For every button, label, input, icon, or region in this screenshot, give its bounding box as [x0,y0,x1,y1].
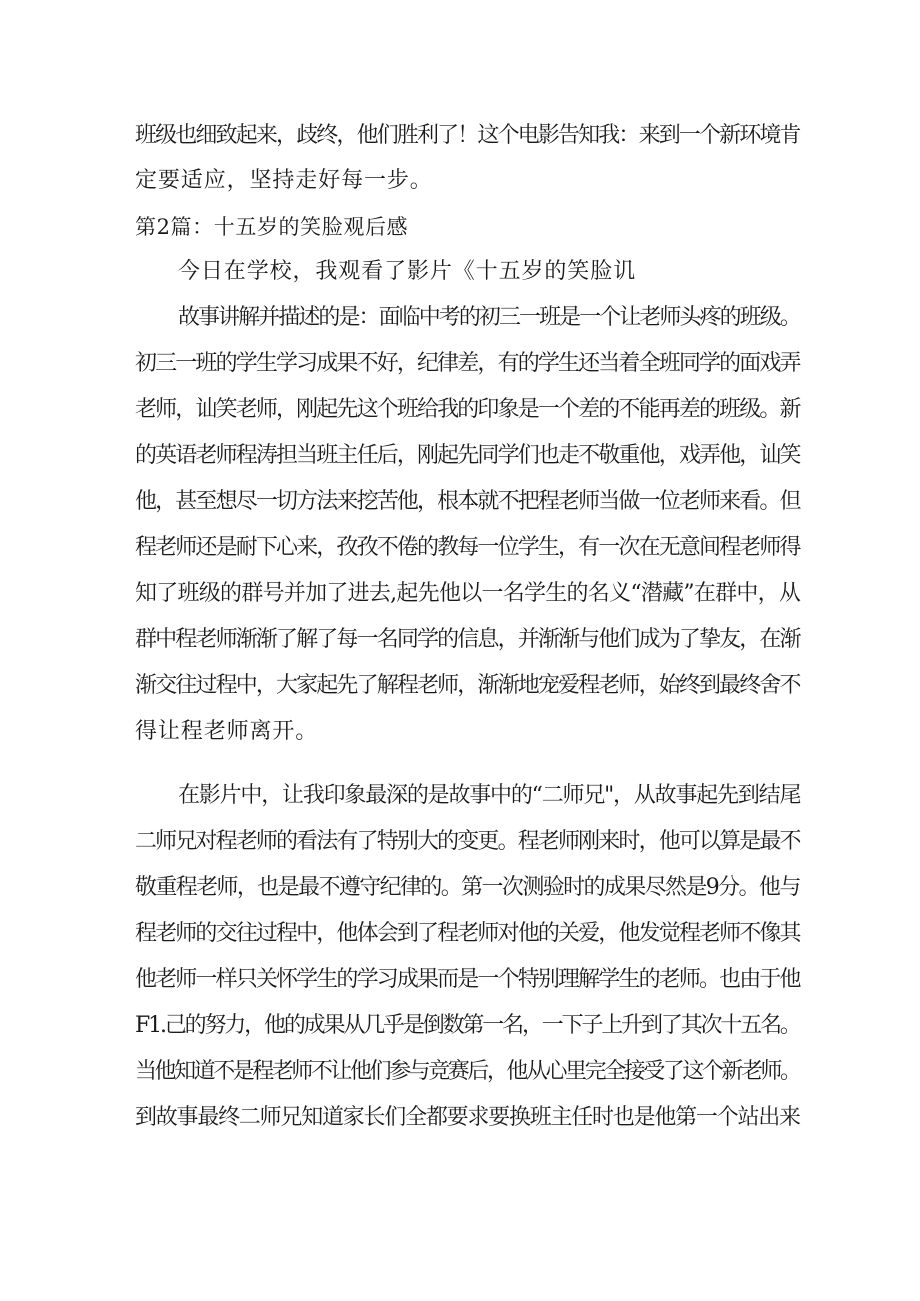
paragraph-2-line-5: 他，甚至想尽一切方法来挖苦他，根本就不把程老师当做一位老师来看。但 [135,489,800,514]
section-heading: 第2篇：十五岁的笑脸观后感 [135,215,409,239]
intro-line-1: 班级也细致起来，歧终，他们胜利了！这个电影告知我：来到一个新环境肯 [135,123,800,148]
paragraph-2-line-4: 的英语老师程涛担当班主任后，刚起先同学们也走不敬重他，戏弄他，讪笑 [135,443,800,468]
intro-line-2: 定要适应，坚持走好每一步。 [135,168,433,193]
paragraph-3-line-3: 敬重程老师，也是最不遵守纪律的。第一次测验时的成果尽然是9分。他与 [135,875,800,900]
paragraph-3-line-5: 他老师一样只关怀学生的学习成果而是一个特别理解学生的老师。也由于他 [135,967,800,992]
paragraph-3-line-4: 程老师的交往过程中，他体会到了程老师对他的关爱，他发觉程老师不像其 [135,921,800,946]
paragraph-2-line-2: 初三一班的学生学习成果不好，纪律差，有的学生还当着全班同学的面戏弄 [135,351,800,376]
paragraph-2-line-3: 老师，讪笑老师，刚起先这个班给我的印象是一个差的不能再差的班级。新 [135,397,800,422]
paragraph-2-line-9: 渐交往过程中，大家起先了解程老师，渐渐地宠爱程老师，始终到最终舍不 [135,673,800,698]
paragraph-3-line-2: 二师兄对程老师的看法有了特别大的变更。程老师刚来时，他可以算是最不 [135,829,800,854]
paragraph-2-line-6: 程老师还是耐下心来，孜孜不倦的教每一位学生，有一次在无意间程老师得 [135,535,800,560]
paragraph-3-line-7: 当他知道不是程老师不让他们参与竞赛后，他从心里完全接受了这个新老师。 [135,1059,800,1084]
paragraph-2-line-8: 群中程老师渐渐了解了每一名同学的信息，并渐渐与他们成为了挚友，在渐 [135,627,800,652]
paragraph-2-line-1: 故事讲解并描述的是：面临中考的初三一班是一个让老师头疼的班级。 [178,305,800,330]
paragraph-3-line-6: F1.己的努力，他的成果从几乎是倒数第一名，一下子上升到了其次十五名。 [135,1013,800,1038]
paragraph-3-line-8: 到故事最终二师兄知道家长们全都要求要换班主任时也是他第一个站出来 [135,1105,800,1130]
paragraph-2-line-7: 知了班级的群号并加了进去,起先他以一名学生的名义“潜藏”在群中，从 [135,581,801,606]
paragraph-3-line-1: 在影片中，让我印象最深的是故事中的“二师兄"，从故事起先到结尾 [178,783,801,808]
paragraph-2-line-10: 得让程老师离开。 [135,719,319,744]
paragraph-1-line-1: 今日在学校，我观看了影片《十五岁的笑脸讥 [178,259,637,284]
